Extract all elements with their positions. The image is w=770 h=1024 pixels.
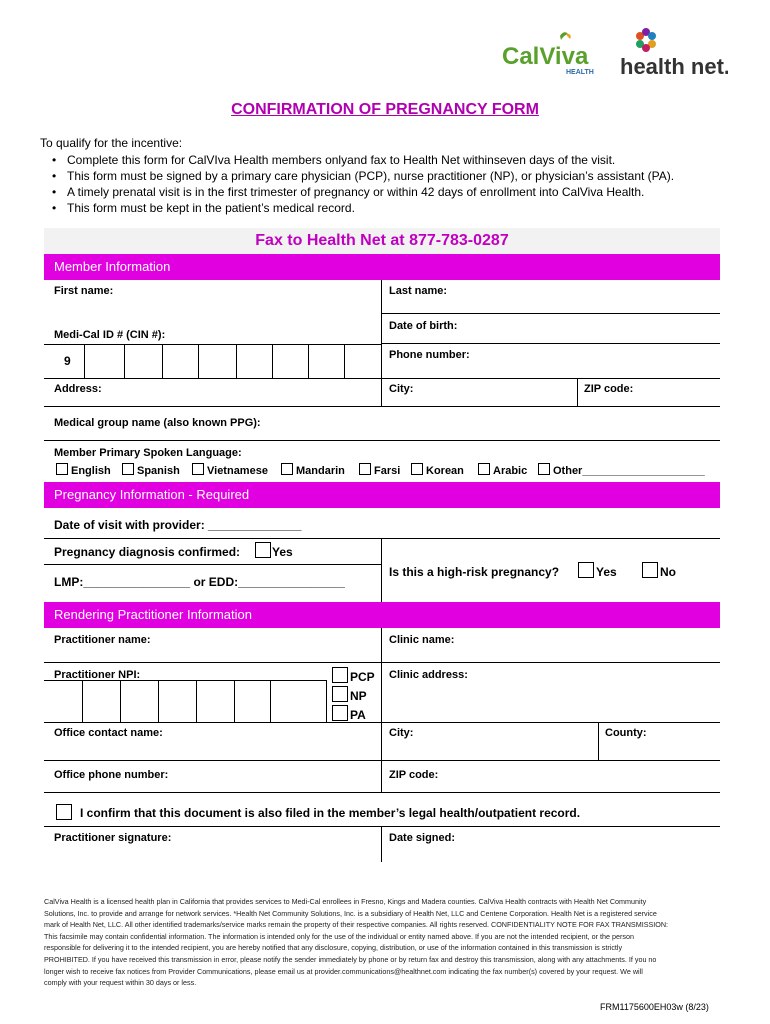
instruction-item: • Complete this form for CalVIva Health members onlyand fax to Health Net withinseven days of the visit. — [52, 152, 674, 168]
fax-banner: Fax to Health Net at 877-783-0287 — [44, 228, 720, 254]
office-contact-label: Office contact name: — [54, 727, 163, 739]
instruction-item: • This form must be kept in the patient’s medical record. — [52, 200, 674, 216]
calviva-logo-text: CalViva — [502, 43, 589, 70]
lang-spanish[interactable]: Spanish — [122, 463, 180, 477]
pcp-label: PCP — [350, 670, 375, 684]
instruction-item: • A timely prenatal visit is in the first trimester of pregnancy or within 42 days of enrollment into CalViva Health. — [52, 184, 674, 200]
date-signed-label: Date signed: — [389, 832, 456, 844]
address-label: Address: — [54, 383, 102, 395]
medical-group-label: Medical group name (also known PPG): — [54, 417, 261, 429]
cin-prefix: 9 — [64, 354, 71, 368]
clinic-address-label: Clinic address: — [389, 669, 468, 681]
lang-vietnamese[interactable]: Vietnamese — [192, 463, 268, 477]
clinic-name-label: Clinic name: — [389, 634, 455, 646]
high-risk-no-checkbox[interactable] — [642, 562, 658, 578]
form-code: FRM1175600EH03w (8/23) — [600, 1002, 709, 1012]
office-phone-label: Office phone number: — [54, 769, 169, 781]
intro-text: To qualify for the incentive: — [40, 136, 183, 150]
county-label: County: — [605, 727, 647, 739]
cin-boxes[interactable] — [44, 344, 381, 378]
signature-label: Practitioner signature: — [54, 832, 172, 844]
practitioner-zip-label: ZIP code: — [389, 769, 439, 781]
confirm-checkbox[interactable] — [56, 804, 72, 820]
instruction-item: • This form must be signed by a primary care physician (PCP), nurse practitioner (NP), or physician’s assistant (PA). — [52, 168, 674, 184]
pregnancy-info-header: Pregnancy Information - Required — [44, 482, 720, 508]
pcp-checkbox[interactable] — [332, 667, 348, 683]
healthnet-logo-text: health net. — [620, 54, 728, 78]
instructions-list — [52, 152, 674, 216]
practitioner-info-header: Rendering Practitioner Information — [44, 602, 720, 628]
diagnosis-yes-checkbox[interactable] — [255, 542, 271, 558]
npi-boxes[interactable] — [44, 680, 326, 722]
npi-label: Practitioner NPI: — [54, 669, 141, 681]
phone-label: Phone number: — [389, 349, 470, 361]
lmp-edd[interactable]: LMP:________________ or EDD:________________ — [54, 575, 345, 589]
last-name-label: Last name: — [389, 285, 448, 297]
lang-arabic[interactable]: Arabic — [478, 463, 527, 477]
high-risk-yes-label: Yes — [596, 565, 617, 579]
footer-disclaimer: CalViva Health is a licensed health plan in California that provides services to Medi-Cal enrollees in Fresno, Kings and Madera counties. CalViva Health contracts with Health Net Community Solutions, Inc. to provide and arrange for network services. *Health Net Community Solutions, Inc. is a subsidiary of Health Net, LLC and Centene Corporation. Health Net is a registered service mark of Health Net, LLC. All other identified trademarks/service marks remain the property of their respective companies. All rights reserved. CONFIDENTIALITY NOTE FOR FAX TRANSMISSION: This facsimile may contain confidential information. The information is intended only for the use of the individual or entity named above. If you are not the intended recipient, or the person responsible for delivering it to the intended recipient, you are hereby notified that any disclosure, copying, distribution, or use of the information contained in this transmission is strictly PROHIBITED. If you have received this transmission in error, please notify the sender immediately by phone or by return fax and destroy this transmission, along with any attachments. If you no longer wish to receive fax notices from Provider Communications, please email us at provider.communications@healthnet.com indicating the fax number(s) covered by your request. We will comply with your request within 30 days or less. — [44, 897, 669, 988]
lang-mandarin[interactable]: Mandarin — [281, 463, 345, 477]
confirm-label: I confirm that this document is also filed in the member’s legal health/outpatient record. — [80, 806, 581, 820]
city-label: City: — [389, 383, 414, 395]
diagnosis-yes-label: Yes — [272, 545, 293, 559]
healthnet-logo — [618, 22, 728, 78]
date-of-visit[interactable]: Date of visit with provider: ______________ — [54, 518, 302, 532]
lang-korean[interactable]: Korean — [411, 463, 464, 477]
calviva-logo — [500, 30, 600, 78]
medi-cal-label: Medi-Cal ID # (CIN #): — [54, 329, 166, 341]
high-risk-yes-checkbox[interactable] — [578, 562, 594, 578]
np-checkbox[interactable] — [332, 686, 348, 702]
first-name-label: First name: — [54, 285, 114, 297]
calviva-logo-sub: HEALTH — [566, 69, 594, 76]
practitioner-city-label: City: — [389, 727, 414, 739]
member-info-header: Member Information — [44, 254, 720, 280]
language-label: Member Primary Spoken Language: — [54, 447, 242, 459]
np-label: NP — [350, 689, 367, 703]
form-title: CONFIRMATION OF PREGNANCY FORM — [231, 101, 539, 118]
zip-label: ZIP code: — [584, 383, 634, 395]
high-risk-no-label: No — [660, 565, 676, 579]
high-risk-label: Is this a high-risk pregnancy? — [389, 565, 560, 579]
lang-farsi[interactable]: Farsi — [359, 463, 400, 477]
practitioner-name-label: Practitioner name: — [54, 634, 151, 646]
pa-label: PA — [350, 708, 366, 722]
diagnosis-label: Pregnancy diagnosis confirmed: — [54, 545, 241, 559]
dob-label: Date of birth: — [389, 320, 458, 332]
lang-other[interactable]: Other____________________ — [538, 463, 705, 477]
pa-checkbox[interactable] — [332, 705, 348, 721]
lang-english[interactable]: English — [56, 463, 111, 477]
